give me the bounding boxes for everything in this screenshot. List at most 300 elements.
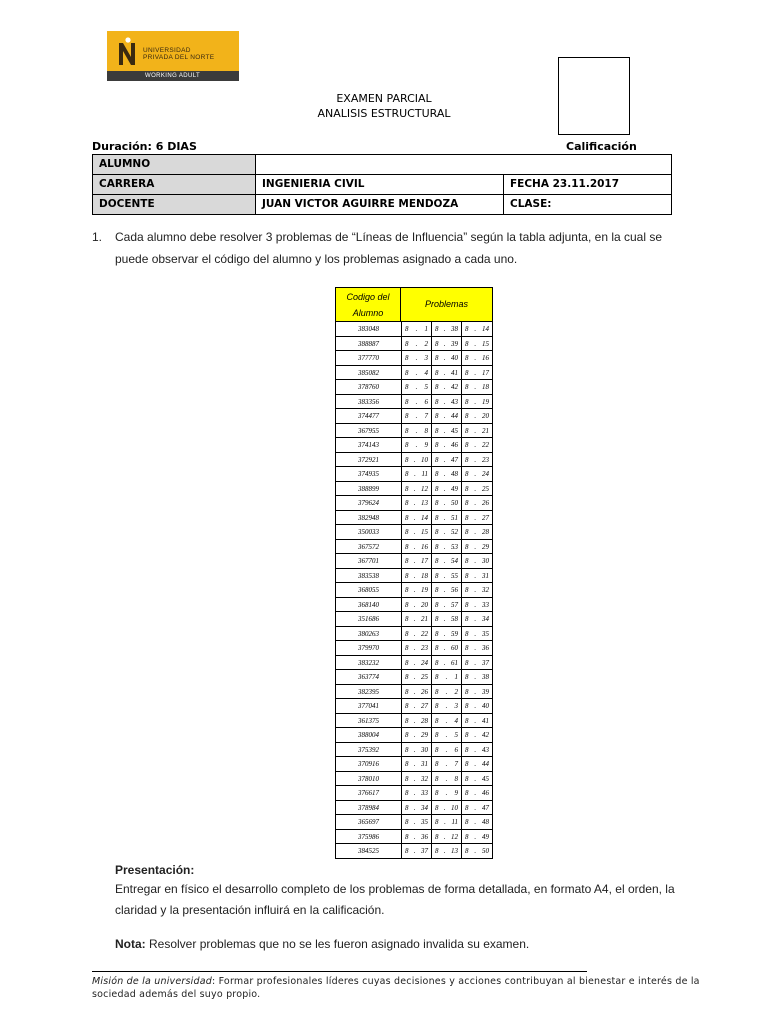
table-row — [335, 337, 493, 352]
separator-dot: . — [474, 339, 477, 348]
separator-dot: . — [413, 731, 416, 739]
student-code-cell: 374935 — [335, 467, 401, 482]
problem-number: 40 — [482, 702, 489, 710]
separator-dot: . — [413, 687, 416, 696]
problem-chapter: 8 — [405, 368, 409, 377]
problem-cell — [431, 627, 461, 642]
separator-dot: . — [413, 586, 416, 594]
problem-cell — [461, 685, 493, 700]
separator-dot: . — [474, 455, 477, 464]
problem-cell — [431, 641, 461, 656]
problem-chapter: 8 — [465, 745, 469, 754]
problem-cell — [461, 612, 493, 627]
table-row — [335, 714, 493, 729]
problem-number: 3 — [424, 354, 428, 362]
problem-number: 59 — [451, 629, 458, 638]
instruction-text: Cada alumno debe resolver 3 problemas de “Líneas de Influencia” según la tabla adjunta, en la cual se puede observar el código del alumno y los problemas asignado a cada uno. — [115, 230, 663, 266]
problem-cell — [401, 424, 431, 439]
separator-dot: . — [415, 339, 418, 348]
separator-dot: . — [413, 644, 416, 652]
problem-number: 1 — [454, 673, 458, 681]
problem-chapter: 8 — [405, 441, 409, 449]
separator-dot: . — [413, 658, 416, 667]
separator-dot: . — [443, 847, 446, 855]
student-code-cell: 367701 — [335, 554, 401, 569]
problem-cell — [461, 714, 493, 729]
separator-dot: . — [445, 673, 448, 681]
student-code-cell: 379970 — [335, 641, 401, 656]
header-problems: Problemas — [401, 287, 493, 322]
problem-cell — [461, 351, 493, 366]
problem-cell — [461, 525, 493, 540]
problem-chapter: 8 — [435, 368, 439, 377]
problem-number: 31 — [482, 571, 489, 580]
problem-number: 50 — [482, 847, 489, 855]
separator-dot: . — [443, 441, 446, 449]
problem-number: 58 — [451, 615, 458, 623]
exam-title: EXAMEN PARCIAL — [336, 92, 432, 105]
student-code-cell: 374477 — [335, 409, 401, 424]
separator-dot: . — [413, 716, 416, 725]
student-code-cell: 383538 — [335, 569, 401, 584]
problem-chapter: 8 — [435, 513, 439, 522]
problem-chapter: 8 — [405, 397, 409, 406]
separator-dot: . — [474, 354, 477, 362]
problem-cell — [401, 656, 431, 671]
separator-dot: . — [443, 629, 446, 638]
separator-dot: . — [444, 818, 446, 826]
separator-dot: . — [445, 702, 448, 710]
separator-dot: . — [445, 731, 448, 739]
carrera-value: INGENIERIA CIVIL — [255, 174, 504, 195]
problem-cell — [461, 496, 493, 511]
student-code-cell: 367572 — [335, 540, 401, 555]
problem-cell — [461, 583, 493, 598]
problem-number: 5 — [424, 383, 428, 391]
problem-cell — [431, 786, 461, 801]
footer-rule — [92, 971, 587, 972]
problem-cell — [431, 525, 461, 540]
student-code-cell: 382395 — [335, 685, 401, 700]
problem-number: 9 — [424, 441, 428, 449]
problem-number: 25 — [482, 484, 489, 493]
problem-number: 25 — [421, 673, 428, 681]
separator-dot: . — [474, 412, 477, 420]
problem-cell — [461, 337, 493, 352]
problem-number: 28 — [421, 716, 428, 725]
problem-cell — [461, 598, 493, 613]
separator-dot: . — [443, 354, 446, 362]
problem-number: 52 — [451, 528, 458, 536]
problem-number: 48 — [482, 818, 489, 826]
problem-chapter: 8 — [435, 789, 439, 797]
problem-cell — [461, 380, 493, 395]
problem-number: 17 — [482, 368, 489, 377]
separator-dot: . — [474, 847, 477, 855]
mission-label: Misión de la universidad — [92, 976, 212, 987]
separator-dot: . — [474, 542, 477, 551]
problem-number: 47 — [482, 803, 489, 812]
problem-cell — [461, 424, 493, 439]
problem-chapter: 8 — [465, 789, 469, 797]
problem-number: 41 — [451, 368, 458, 377]
problem-cell — [461, 366, 493, 381]
problem-cell — [461, 409, 493, 424]
problem-chapter: 8 — [465, 658, 469, 667]
separator-dot: . — [415, 412, 418, 420]
problem-cell — [431, 830, 461, 845]
problem-cell — [431, 322, 461, 337]
problem-cell — [401, 801, 431, 816]
problem-chapter: 8 — [435, 658, 439, 667]
problem-number: 48 — [451, 470, 458, 478]
separator-dot: . — [445, 687, 448, 696]
problem-number: 3 — [454, 702, 458, 710]
problem-chapter: 8 — [465, 426, 469, 435]
problem-chapter: 8 — [465, 455, 469, 464]
problem-cell — [431, 743, 461, 758]
problem-chapter: 8 — [405, 383, 409, 391]
separator-dot: . — [445, 774, 448, 783]
problem-cell — [461, 438, 493, 453]
problem-chapter: 8 — [405, 760, 409, 768]
problem-cell — [461, 467, 493, 482]
problem-number: 19 — [482, 397, 489, 406]
separator-dot: . — [474, 426, 477, 435]
separator-dot: . — [443, 600, 446, 609]
problem-number: 13 — [451, 847, 458, 855]
problem-cell — [431, 496, 461, 511]
clase-value: CLASE: — [503, 194, 672, 215]
note-text: Resolver problemas que no se les fueron asignado invalida su examen. — [145, 937, 530, 951]
mission-text: : Formar profesionales líderes cuyas decisiones y acciones contribuyan al bienestar e interés de la sociedad además del suyo propio. — [92, 976, 700, 1000]
problem-cell — [401, 395, 431, 410]
problem-number: 15 — [482, 339, 489, 348]
problem-number: 13 — [421, 499, 428, 507]
student-code-cell: 378010 — [335, 772, 401, 787]
problem-chapter: 8 — [405, 832, 409, 841]
problem-number: 24 — [421, 658, 428, 667]
problem-number: 53 — [451, 542, 458, 551]
problem-number: 1 — [424, 325, 428, 333]
separator-dot: . — [415, 325, 418, 333]
problem-cell — [401, 569, 431, 584]
table-row — [335, 511, 493, 526]
problem-number: 20 — [482, 412, 489, 420]
note — [115, 937, 529, 951]
separator-dot: . — [413, 455, 416, 464]
problem-chapter: 8 — [435, 847, 439, 855]
problem-chapter: 8 — [405, 513, 409, 522]
problem-chapter: 8 — [435, 339, 439, 348]
problem-chapter: 8 — [435, 586, 439, 594]
separator-dot: . — [474, 774, 477, 783]
problem-number: 8 — [424, 426, 428, 435]
problem-chapter: 8 — [405, 484, 409, 493]
problem-cell — [431, 366, 461, 381]
problem-number: 11 — [421, 470, 428, 478]
problem-chapter: 8 — [435, 412, 439, 420]
separator-dot: . — [414, 470, 416, 478]
problem-number: 7 — [424, 412, 428, 420]
problem-number: 49 — [451, 484, 458, 493]
problem-chapter: 8 — [465, 484, 469, 493]
problem-chapter: 8 — [435, 832, 439, 841]
problem-number: 45 — [482, 774, 489, 783]
problem-cell — [401, 438, 431, 453]
table-row — [335, 569, 493, 584]
problem-chapter: 8 — [435, 571, 439, 580]
student-code-cell: 375986 — [335, 830, 401, 845]
problem-number: 37 — [482, 658, 489, 667]
problem-chapter: 8 — [405, 644, 409, 652]
separator-dot: . — [413, 774, 416, 783]
problem-cell — [461, 627, 493, 642]
logo-n-icon — [117, 37, 139, 67]
problem-cell — [401, 844, 431, 859]
problem-number: 30 — [482, 557, 489, 565]
problem-cell — [461, 844, 493, 859]
problem-cell — [461, 540, 493, 555]
problem-cell — [461, 482, 493, 497]
problem-number: 9 — [454, 789, 458, 797]
problem-chapter: 8 — [465, 441, 469, 449]
problem-cell — [401, 743, 431, 758]
separator-dot: . — [474, 687, 477, 696]
problem-cell — [401, 627, 431, 642]
problem-chapter: 8 — [435, 542, 439, 551]
table-row — [335, 815, 493, 830]
problem-cell — [401, 351, 431, 366]
problem-cell — [401, 757, 431, 772]
student-code-cell: 383232 — [335, 656, 401, 671]
separator-dot: . — [443, 470, 446, 478]
problem-chapter: 8 — [435, 803, 439, 812]
problem-chapter: 8 — [405, 325, 409, 333]
problem-chapter: 8 — [465, 586, 469, 594]
problem-number: 28 — [482, 528, 489, 536]
problem-number: 39 — [451, 339, 458, 348]
problem-chapter: 8 — [465, 368, 469, 377]
problem-number: 60 — [451, 644, 458, 652]
problem-number: 26 — [482, 499, 489, 507]
problem-number: 18 — [482, 383, 489, 391]
table-row — [335, 844, 493, 859]
problem-number: 37 — [421, 847, 428, 855]
problem-cell — [461, 670, 493, 685]
separator-dot: . — [443, 644, 446, 652]
problem-number: 27 — [421, 702, 428, 710]
problem-number: 46 — [482, 789, 489, 797]
problem-chapter: 8 — [465, 716, 469, 725]
problem-number: 44 — [482, 760, 489, 768]
problem-chapter: 8 — [405, 528, 409, 536]
docente-value: JUAN VICTOR AGUIRRE MENDOZA — [255, 194, 504, 215]
problem-number: 54 — [451, 557, 458, 565]
problem-cell — [431, 482, 461, 497]
student-code-cell: 385082 — [335, 366, 401, 381]
problem-cell — [461, 815, 493, 830]
problem-chapter: 8 — [435, 557, 439, 565]
problem-cell — [431, 685, 461, 700]
problem-chapter: 8 — [435, 731, 439, 739]
separator-dot: . — [474, 702, 477, 710]
grade-label: Calificación — [566, 140, 637, 153]
table-row — [335, 583, 493, 598]
problem-number: 30 — [421, 745, 428, 754]
problem-chapter: 8 — [465, 832, 469, 841]
problem-chapter: 8 — [405, 702, 409, 710]
problem-number: 39 — [482, 687, 489, 696]
separator-dot: . — [443, 383, 446, 391]
presentation-text: Entregar en físico el desarrollo completo de los problemas de forma detallada, en formato A4, el orden, la claridad y la presentación influirá en la calificación. — [115, 882, 675, 917]
problem-cell — [401, 482, 431, 497]
separator-dot: . — [474, 658, 477, 667]
problem-cell — [431, 351, 461, 366]
problem-number: 51 — [451, 513, 458, 522]
separator-dot: . — [474, 615, 477, 623]
problem-chapter: 8 — [405, 847, 409, 855]
separator-dot: . — [413, 745, 416, 754]
note-label: Nota: — [115, 937, 146, 951]
separator-dot: . — [474, 441, 477, 449]
problem-chapter: 8 — [465, 673, 469, 681]
student-code-cell: 388887 — [335, 337, 401, 352]
problem-chapter: 8 — [465, 615, 469, 623]
separator-dot: . — [413, 615, 416, 623]
problem-chapter: 8 — [405, 673, 409, 681]
separator-dot: . — [413, 760, 416, 768]
problem-chapter: 8 — [435, 354, 439, 362]
problem-number: 55 — [451, 571, 458, 580]
student-code-cell: 372921 — [335, 453, 401, 468]
problem-number: 23 — [421, 644, 428, 652]
problem-cell — [431, 380, 461, 395]
problem-number: 45 — [451, 426, 458, 435]
student-code-cell: 370916 — [335, 757, 401, 772]
problem-chapter: 8 — [435, 615, 439, 623]
problem-cell — [461, 728, 493, 743]
problem-cell — [401, 496, 431, 511]
problem-cell — [401, 540, 431, 555]
problem-cell — [401, 786, 431, 801]
problem-chapter: 8 — [405, 716, 409, 725]
problem-cell — [461, 554, 493, 569]
student-code-cell: 351686 — [335, 612, 401, 627]
problem-cell — [401, 815, 431, 830]
separator-dot: . — [474, 586, 477, 594]
problem-chapter: 8 — [465, 818, 469, 826]
table-row — [335, 685, 493, 700]
problem-chapter: 8 — [465, 847, 469, 855]
separator-dot: . — [443, 803, 446, 812]
duration-label: Duración: 6 DIAS — [92, 140, 197, 153]
problem-cell — [431, 612, 461, 627]
separator-dot: . — [443, 339, 446, 348]
separator-dot: . — [474, 803, 477, 812]
problem-number: 61 — [451, 658, 458, 667]
separator-dot: . — [443, 571, 446, 580]
table-row — [335, 409, 493, 424]
problem-cell — [431, 395, 461, 410]
problem-cell — [461, 772, 493, 787]
problem-cell — [431, 598, 461, 613]
problem-chapter: 8 — [405, 412, 409, 420]
separator-dot: . — [415, 368, 418, 377]
problem-number: 49 — [482, 832, 489, 841]
problem-chapter: 8 — [435, 455, 439, 464]
separator-dot: . — [474, 571, 477, 580]
problem-cell — [431, 337, 461, 352]
separator-dot: . — [443, 426, 446, 435]
problem-chapter: 8 — [465, 470, 469, 478]
header-code: Codigo del Alumno — [335, 287, 401, 322]
separator-dot: . — [443, 455, 446, 464]
instruction-number: 1. — [92, 230, 103, 244]
problem-number: 43 — [482, 745, 489, 754]
student-code-cell: 375392 — [335, 743, 401, 758]
problem-chapter: 8 — [435, 426, 439, 435]
problem-chapter: 8 — [465, 412, 469, 420]
problem-cell — [461, 699, 493, 714]
problem-cell — [431, 511, 461, 526]
problem-cell — [461, 453, 493, 468]
problem-number: 57 — [451, 600, 458, 609]
problem-chapter: 8 — [405, 789, 409, 797]
problem-chapter: 8 — [465, 499, 469, 507]
problem-cell — [461, 511, 493, 526]
table-row — [335, 496, 493, 511]
problem-chapter: 8 — [405, 745, 409, 754]
problem-cell — [401, 685, 431, 700]
problem-number: 44 — [451, 412, 458, 420]
separator-dot: . — [413, 832, 416, 841]
problem-number: 5 — [454, 731, 458, 739]
table-row — [335, 699, 493, 714]
problem-chapter: 8 — [405, 615, 409, 623]
problem-number: 31 — [421, 760, 428, 768]
problem-number: 6 — [454, 745, 458, 754]
problem-chapter: 8 — [465, 354, 469, 362]
problem-chapter: 8 — [435, 687, 439, 696]
separator-dot: . — [474, 557, 477, 565]
problem-number: 12 — [421, 484, 428, 493]
separator-dot: . — [443, 557, 446, 565]
table-row — [335, 598, 493, 613]
table-row — [335, 424, 493, 439]
student-code-cell: 384525 — [335, 844, 401, 859]
student-code-cell: 377041 — [335, 699, 401, 714]
student-code-cell: 388004 — [335, 728, 401, 743]
problem-chapter: 8 — [435, 774, 439, 783]
problem-cell — [431, 728, 461, 743]
problem-chapter: 8 — [435, 499, 439, 507]
problem-number: 35 — [482, 629, 489, 638]
problem-chapter: 8 — [405, 658, 409, 667]
problem-number: 43 — [451, 397, 458, 406]
separator-dot: . — [474, 499, 477, 507]
problem-chapter: 8 — [405, 600, 409, 609]
separator-dot: . — [474, 528, 477, 536]
separator-dot: . — [443, 513, 446, 522]
table-row — [335, 525, 493, 540]
student-code-cell: 361375 — [335, 714, 401, 729]
problem-cell — [431, 801, 461, 816]
alumno-value[interactable] — [255, 154, 672, 175]
problem-number: 2 — [454, 687, 458, 696]
problem-cell — [431, 453, 461, 468]
problem-cell — [401, 699, 431, 714]
